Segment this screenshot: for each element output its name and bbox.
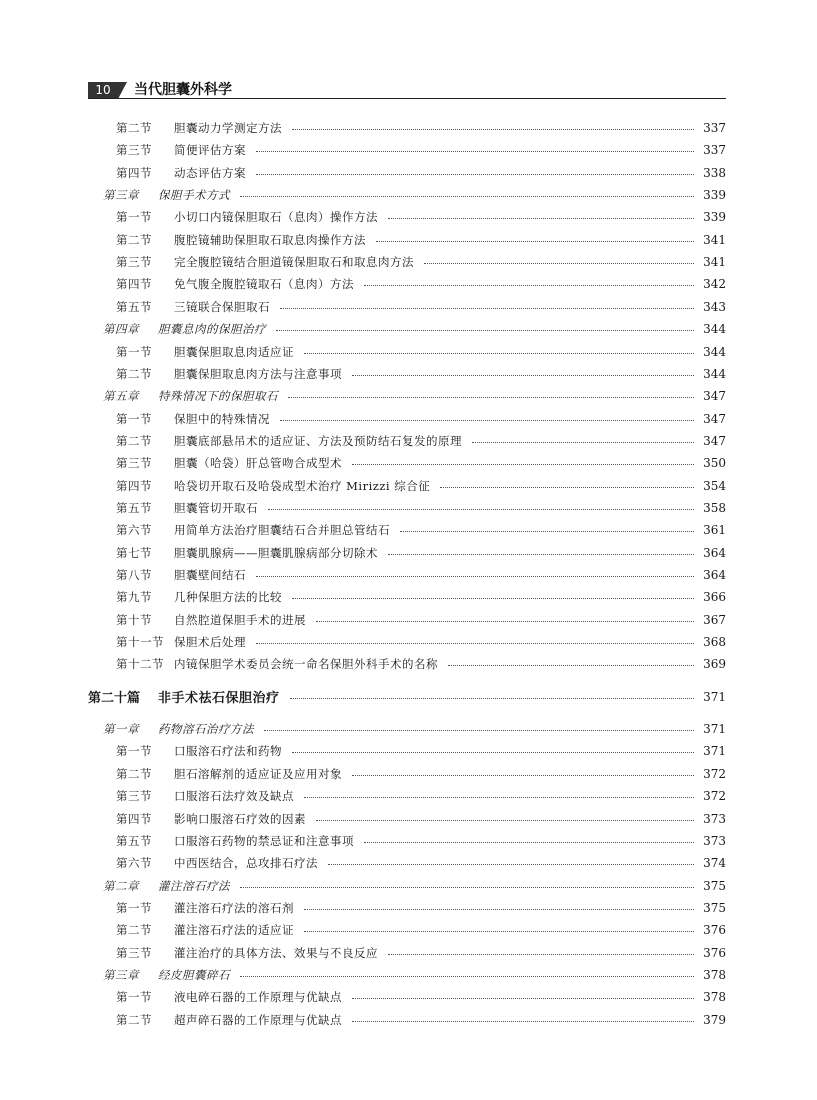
toc-entry-label [116,945,378,961]
toc-chapter-entry[interactable] [88,875,726,897]
dot-leader [304,796,694,798]
toc-entry-page: 361 [703,523,726,538]
toc-entry-number: 第五节 [116,833,152,848]
toc-entry-page: 342 [703,277,726,292]
dot-leader [364,284,694,286]
dot-leader [316,819,694,821]
toc-entry-label [116,1012,342,1028]
toc-entry-number: 第五节 [116,299,152,314]
toc-entry-page: 358 [703,500,726,515]
toc-entry-number: 第三节 [116,789,152,804]
toc-entry-label [116,232,366,248]
toc-section-entry[interactable] [88,206,726,228]
dot-leader [352,774,694,776]
dot-leader [290,697,694,699]
dot-leader [304,352,694,354]
toc-entry-page: 375 [703,900,726,915]
toc-chapter-entry[interactable] [88,184,726,206]
toc-entry-number: 第三节 [116,945,152,960]
toc-entry-label [116,922,294,938]
toc-entry-title: 免气腹全腹腔镜取石（息肉）方法 [174,277,354,292]
toc-entry-page: 347 [703,433,726,448]
dot-leader [400,530,694,532]
toc-entry-number: 第三节 [116,143,152,158]
dot-leader [256,150,694,152]
toc-entry-label [116,634,246,650]
dot-leader [276,329,694,331]
dot-leader [424,262,694,264]
toc-entry-label [116,522,390,538]
toc-entry-label [116,209,378,225]
toc-entry-label [116,788,294,804]
dot-leader [304,930,694,932]
toc-entry-title: 影响口服溶石疗效的因素 [174,811,306,826]
dot-leader [316,620,694,622]
toc-section-entry[interactable] [88,519,726,541]
toc-section-entry[interactable] [88,229,726,251]
toc-entry-page: 338 [703,165,726,180]
dot-leader [280,419,694,421]
toc-entry-number: 第二节 [116,121,152,135]
toc-entry-title: 胆囊息肉的保胆治疗 [158,322,266,337]
toc-entry-number: 第二节 [116,766,152,781]
toc-entry-label [103,721,254,737]
toc-section-entry[interactable] [88,363,726,385]
toc-entry-page: 371 [703,744,726,759]
toc-section-entry[interactable] [88,897,726,919]
dot-leader [388,217,694,219]
toc-chapter-entry[interactable] [88,318,726,340]
toc-section-entry[interactable] [88,564,726,586]
toc-entry-label [116,344,294,360]
toc-entry-number: 第四章 [103,322,139,337]
book-title: 当代胆囊外科学 [134,82,232,98]
dot-leader [352,1020,694,1022]
toc-entry-number: 第四节 [116,165,152,180]
toc-entry-title: 非手术祛石保胆治疗 [158,691,280,707]
toc-entry-title: 经皮胆囊碎石 [158,967,230,982]
toc-section-entry[interactable] [88,740,726,762]
toc-entry-title: 口服溶石药物的禁忌证和注意事项 [174,833,354,848]
toc-entry-page: 341 [703,255,726,270]
toc-entry-number: 第三节 [116,456,152,471]
toc-entry-number: 第五节 [116,500,152,515]
toc-entry-page: 376 [703,945,726,960]
toc-entry-page: 375 [703,878,726,893]
dot-leader [292,128,694,130]
toc-entry-title: 灌注溶石疗法 [158,878,230,893]
toc-entry-number: 第四节 [116,811,152,826]
toc-entry-number: 第八节 [116,568,152,582]
toc-entry-title: 口服溶石法疗效及缺点 [174,789,294,804]
toc-section-entry[interactable] [88,430,726,452]
toc-entry-number: 第十一节 [116,635,164,650]
dot-leader [304,908,694,910]
toc-entry-title: 特殊情况下的保胆取石 [158,389,278,404]
toc-entry-number: 第一节 [116,344,152,359]
running-header [88,82,726,100]
dot-leader [352,374,694,376]
dot-leader [256,173,694,175]
toc-entry-page: 369 [703,657,726,672]
toc-section-entry[interactable] [88,631,726,653]
toc-entry-number: 第一节 [116,744,152,759]
toc-entry-number: 第九节 [116,590,152,605]
toc-section-entry[interactable] [88,653,726,675]
dot-leader [376,240,694,242]
toc-entry-number: 第一节 [116,411,152,426]
toc-entry-label [116,743,282,759]
toc-entry-number: 第七节 [116,545,152,560]
toc-entry-label [116,900,294,916]
toc-entry-page: 372 [703,766,726,781]
toc-section-entry[interactable] [88,117,726,139]
toc-entry-page: 364 [703,568,726,582]
toc-entry-number: 第二节 [116,433,152,448]
toc-entry-number: 第五章 [103,389,139,404]
toc-entry-label [116,254,414,270]
toc-entry-page: 347 [703,389,726,404]
toc-entry-label [103,321,266,337]
toc-entry-number: 第二十篇 [88,691,141,707]
toc-entry-page: 374 [703,856,726,871]
toc-section-entry[interactable] [88,139,726,161]
toc-entry-title: 自然腔道保胆手术的进展 [174,612,306,627]
toc-entry-title: 胆囊保胆取息肉适应证 [174,344,294,359]
toc-entry-number: 第三章 [103,967,139,982]
toc-entry-page: 343 [703,299,726,314]
toc-entry-title: 胆囊底部悬吊术的适应证、方法及预防结石复发的原理 [174,433,462,448]
toc-entry-title: 口服溶石疗法和药物 [174,744,282,759]
dot-leader [364,841,694,843]
toc-entry-page: 350 [703,456,726,471]
toc-entry-title: 液电碎石器的工作原理与优缺点 [174,990,342,1005]
toc-entry-number: 第六节 [116,523,152,538]
toc-entry-title: 胆囊保胆取息肉方法与注意事项 [174,366,342,381]
toc-entry-page: 371 [703,689,726,704]
toc-entry-number: 第一节 [116,900,152,915]
toc-entry-label [116,455,342,471]
toc-entry-title: 腹腔镜辅助保胆取石取息肉操作方法 [174,232,366,247]
toc-entry-page: 337 [703,121,726,135]
toc-entry-number: 第二节 [116,923,152,938]
dot-leader [240,195,694,197]
dot-leader [388,953,694,955]
dot-leader [440,486,694,488]
toc-chapter-entry[interactable] [88,964,726,986]
toc-section-entry[interactable] [88,251,726,273]
toc-entry-title: 完全腹腔镜结合胆道镜保胆取石和取息肉方法 [174,255,414,270]
dot-leader [288,396,694,398]
toc-entry-number: 第十节 [116,612,152,627]
dot-leader [352,997,694,999]
toc-entry-number: 第四节 [116,478,152,493]
toc-entry-title: 胆囊动力学测定方法 [174,121,282,135]
toc-entry-page: 379 [703,1012,726,1027]
page-number-tab-decoration [118,82,127,99]
toc-section-entry[interactable] [88,542,726,564]
toc-section-entry[interactable] [88,162,726,184]
toc-entry-title: 胆石溶解剂的适应证及应用对象 [174,766,342,781]
toc-entry-label [116,589,282,605]
toc-entry-page: 344 [703,322,726,337]
toc-entry-label [116,855,318,871]
toc-entry-title: 中西医结合，总攻排石疗法 [174,856,318,871]
toc-chapter-entry[interactable] [88,718,726,740]
toc-entry-title: 简便评估方案 [174,143,246,158]
toc-entry-number: 第二节 [116,1012,152,1027]
toc-entry-label [116,612,306,628]
toc-entry-number: 第六节 [116,856,152,871]
toc-section-entry[interactable] [88,497,726,519]
toc-entry-title: 用简单方法治疗胆囊结石合并胆总管结石 [174,523,390,538]
toc-entry-page: 339 [703,210,726,225]
dot-leader [280,307,694,309]
toc-entry-number: 第二章 [103,878,139,893]
dot-leader [448,664,694,666]
dot-leader [388,553,694,555]
toc-entry-title: 保胆术后处理 [174,635,246,650]
toc-entry-title: 灌注治疗的具体方法、效果与不良反应 [174,945,378,960]
toc-entry-label [116,276,354,292]
toc-entry-label [116,567,246,583]
toc-entry-number: 第三节 [116,255,152,270]
toc-entry-title: 胆囊肌腺病——胆囊肌腺病部分切除术 [174,545,378,560]
toc-entry-label [103,388,278,404]
toc-entry-label [116,545,378,561]
toc-entry-label [116,165,246,181]
toc-entry-page: 368 [703,635,726,650]
toc-entry-number: 第一节 [116,210,152,225]
toc-entry-label [116,142,246,158]
toc-section-entry[interactable] [88,830,726,852]
toc-entry-title: 灌注溶石疗法的适应证 [174,923,294,938]
toc-section-entry[interactable] [88,341,726,363]
toc-entry-label [88,687,280,706]
toc-chapter-entry[interactable] [88,385,726,407]
toc-entry-title: 胆囊壁间结石 [174,568,246,582]
toc-entry-page: 347 [703,411,726,426]
toc-entry-label [116,656,438,672]
toc-section-entry[interactable] [88,408,726,430]
toc-section-entry[interactable] [88,273,726,295]
toc-entry-page: 378 [703,967,726,982]
dot-leader [264,729,694,731]
dot-leader [256,575,694,577]
toc-section-entry[interactable] [88,986,726,1008]
toc-part-entry[interactable] [88,686,726,708]
toc-entry-page: 373 [703,811,726,826]
toc-entry-page: 378 [703,990,726,1005]
dot-leader [292,751,694,753]
toc-entry-label [116,478,430,494]
toc-section-entry[interactable] [88,785,726,807]
dot-leader [240,886,694,888]
toc-entry-title: 内镜保胆学术委员会统一命名保胆外科手术的名称 [174,657,438,672]
toc-entry-label [116,120,282,136]
toc-entry-title: 胆囊管切开取石 [174,500,258,515]
toc-section-entry[interactable] [88,763,726,785]
toc-entry-number: 第一章 [103,722,139,737]
toc-entry-number: 第二节 [116,232,152,247]
toc-entry-page: 376 [703,923,726,938]
toc-entry-label [116,989,342,1005]
toc-entry-number: 第二节 [116,366,152,381]
toc-entry-page: 354 [703,478,726,493]
dot-leader [268,508,694,510]
toc-entry-label [116,433,462,449]
toc-section-entry[interactable] [88,1009,726,1031]
toc-section-entry[interactable] [88,919,726,941]
toc-entry-page: 337 [703,143,726,158]
toc-entry-label [116,299,270,315]
toc-entry-label [103,187,230,203]
toc-entry-label [116,500,258,516]
toc-entry-label [116,833,354,849]
toc-entry-label [103,967,230,983]
toc-section-entry[interactable] [88,586,726,608]
header-rule [88,98,726,99]
toc-entry-page: 344 [703,344,726,359]
toc-entry-title: 保胆中的特殊情况 [174,411,270,426]
toc-section-entry[interactable] [88,475,726,497]
dot-leader [328,863,694,865]
toc-entry-number: 第一节 [116,990,152,1005]
toc-entry-title: 超声碎石器的工作原理与优缺点 [174,1012,342,1027]
toc-entry-page: 371 [703,722,726,737]
toc-entry-title: 三镜联合保胆取石 [174,299,270,314]
toc-section-entry[interactable] [88,852,726,874]
toc-entry-page: 339 [703,188,726,203]
toc-entry-label [116,811,306,827]
dot-leader [472,441,694,443]
toc-entry-label [116,766,342,782]
dot-leader [240,975,694,977]
toc-section-entry[interactable] [88,296,726,318]
toc-entry-label [103,878,230,894]
toc-entry-page: 344 [703,366,726,381]
dot-leader [256,642,694,644]
toc-entry-number: 第三章 [103,188,139,203]
toc-entry-title: 小切口内镜保胆取石（息肉）操作方法 [174,210,378,225]
dot-leader [292,597,694,599]
toc-entry-page: 367 [703,612,726,627]
toc-entry-number: 第四节 [116,277,152,292]
toc-entry-title: 动态评估方案 [174,165,246,180]
toc-section-entry[interactable] [88,942,726,964]
toc-entry-title: 药物溶石治疗方法 [158,722,254,737]
dot-leader [352,463,694,465]
toc-entry-title: 灌注溶石疗法的溶石剂 [174,900,294,915]
toc-entry-page: 373 [703,833,726,848]
toc-entry-page: 372 [703,789,726,804]
toc-entry-title: 保胆手术方式 [158,188,230,203]
page-number: 10 [88,82,118,99]
toc-section-entry[interactable] [88,808,726,830]
toc-entry-page: 366 [703,590,726,605]
toc-entry-title: 胆囊（哈袋）肝总管吻合成型术 [174,456,342,471]
toc-entry-title: 几种保胆方法的比较 [174,590,282,605]
toc-entry-page: 364 [703,545,726,560]
toc-entry-title: 哈袋切开取石及哈袋成型术治疗 Mirizzi 综合征 [174,478,431,493]
toc-section-entry[interactable] [88,609,726,631]
toc-entry-label [116,366,342,382]
toc-entry-number: 第十二节 [116,657,164,672]
toc-section-entry[interactable] [88,452,726,474]
toc-entry-page: 341 [703,232,726,247]
toc-entry-label [116,411,270,427]
